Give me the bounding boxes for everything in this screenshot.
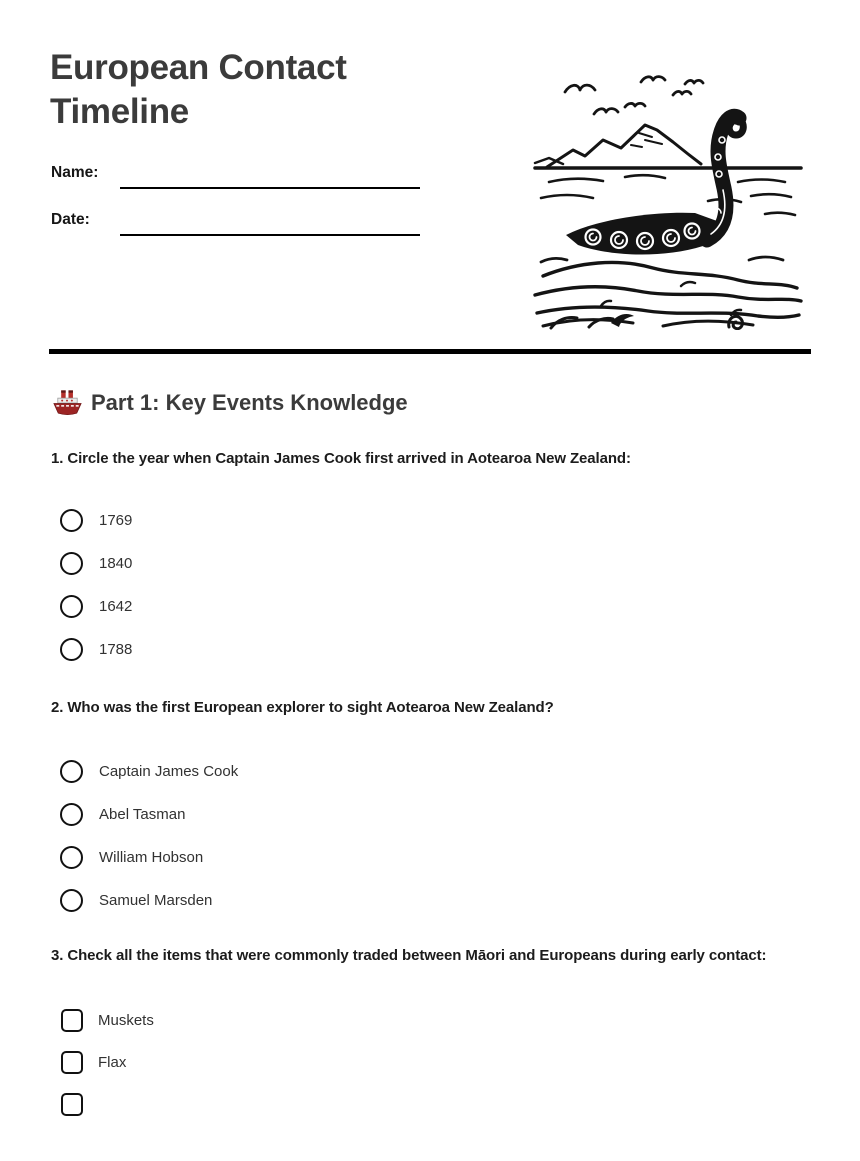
waves-icon — [535, 257, 801, 329]
waka-illustration — [533, 70, 807, 330]
radio-button[interactable] — [60, 552, 83, 575]
radio-option-label: Captain James Cook — [99, 763, 239, 780]
page-title: European Contact Timeline — [50, 48, 347, 131]
radio-option-label: Samuel Marsden — [99, 892, 213, 909]
part1-heading-label: Part 1: Key Events Knowledge — [91, 390, 408, 415]
radio-button[interactable] — [60, 846, 83, 869]
question-3: 3. Check all the items that were commonly traded between Māori and Europeans during early contact: — [51, 947, 767, 964]
checkbox-option-partial[interactable] — [61, 1093, 815, 1116]
checkbox-option-label: Muskets — [98, 1012, 154, 1029]
radio-button[interactable] — [60, 638, 83, 661]
checkbox[interactable] — [61, 1051, 83, 1074]
part1-heading — [51, 388, 815, 418]
radio-option[interactable] — [60, 638, 815, 661]
radio-option[interactable] — [60, 760, 815, 783]
checkbox-option[interactable] — [61, 1009, 815, 1032]
question-2: 2. Who was the first European explorer to sight Aotearoa New Zealand? — [51, 699, 554, 716]
birds-icon — [565, 77, 703, 114]
name-field-label: Name: — [51, 164, 99, 181]
radio-option[interactable] — [60, 889, 815, 912]
radio-option[interactable] — [60, 846, 815, 869]
radio-button[interactable] — [60, 803, 83, 826]
ship-icon — [51, 388, 84, 418]
checkbox[interactable] — [61, 1009, 83, 1032]
radio-option-label: 1769 — [99, 512, 133, 529]
question-1: 1. Circle the year when Captain James Cook first arrived in Aotearoa New Zealand: — [51, 450, 631, 467]
radio-option[interactable] — [60, 595, 815, 618]
radio-button[interactable] — [60, 889, 83, 912]
checkbox-option-label: Flax — [98, 1054, 127, 1071]
date-field-label: Date: — [51, 211, 90, 228]
radio-option[interactable] — [60, 509, 815, 532]
date-input-line[interactable] — [120, 234, 420, 236]
waka-canoe-icon — [566, 116, 743, 254]
question-2-options — [51, 760, 815, 912]
radio-option[interactable] — [60, 803, 815, 826]
name-input-line[interactable] — [120, 187, 420, 189]
checkbox[interactable] — [61, 1093, 83, 1116]
radio-option-label: 1642 — [99, 598, 133, 615]
radio-button[interactable] — [60, 509, 83, 532]
radio-option-label: William Hobson — [99, 849, 204, 866]
radio-option[interactable] — [60, 552, 815, 575]
radio-button[interactable] — [60, 760, 83, 783]
radio-option-label: Abel Tasman — [99, 806, 186, 823]
question-3-options — [51, 1009, 815, 1116]
checkbox-option[interactable] — [61, 1051, 815, 1074]
question-1-options — [51, 509, 815, 661]
radio-option-label: 1840 — [99, 555, 133, 572]
radio-option-label: 1788 — [99, 641, 133, 658]
radio-button[interactable] — [60, 595, 83, 618]
part1-section — [51, 388, 815, 1135]
section-divider — [49, 349, 811, 354]
mountain-icon — [535, 125, 701, 167]
